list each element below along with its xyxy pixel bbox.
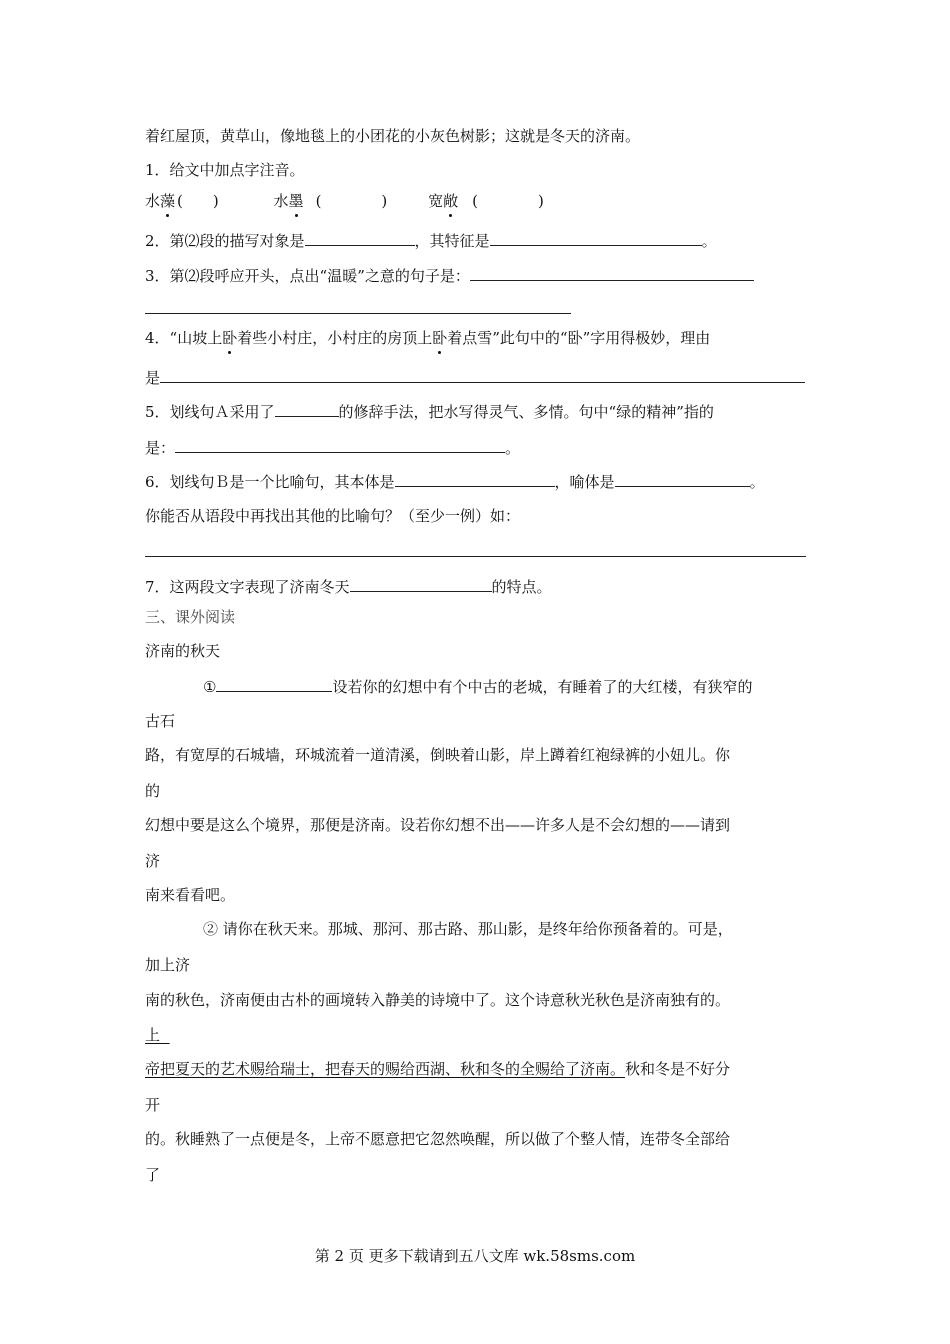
answer-blank[interactable] [160,366,805,383]
paragraph-2: ② 请你在秋天来。那城、那河、那古路、那山影，是终年给你预备着的。可是， [203,920,733,938]
answer-blank[interactable] [305,229,415,246]
question-5-answer: 是： 。 [145,436,520,458]
question-6: 6．划线句Ｂ是一个比喻句，其本体是 ，喻体是 。 [145,470,765,492]
text-line: 着红屋顶，黄草山，像地毯上的小团花的小灰色树影；这就是冬天的济南。 [145,127,641,145]
answer-blank[interactable] [275,400,339,417]
paragraph-text: 路，有宽厚的石城墙，环城流着一道清溪，倒映着山影，岸上蹲着红袍绿裤的小妞儿。你 [145,746,731,764]
paragraph-text: 南来看看吧。 [145,886,236,904]
answer-blank[interactable] [490,229,702,246]
question-1: 1．给文中加点字注音。 [145,161,305,179]
underlined-sentence: 上 [145,1026,161,1044]
item-c: 宽敞 [428,192,459,210]
question-3: 3．第⑵段呼应开头，点出“温暖”之意的句子是： [145,264,754,286]
answer-blank[interactable] [615,470,750,487]
paragraph-text: 的。秋睡熟了一点便是冬，上帝不愿意把它忽然唤醒，所以做了个整人情，连带冬全部给 [145,1130,731,1148]
answer-paren-b: ( ) [315,192,388,210]
paragraph-1: ① 设若你的幻想中有个中古的老城，有睡着了的大红楼，有狭窄的 [203,675,752,697]
item-a: 水藻 [145,192,176,210]
answer-paren-c: ( ) [472,192,544,210]
paragraph-text [145,1025,170,1045]
item-b: 水墨 [273,192,304,210]
answer-blank[interactable] [470,264,754,281]
paragraph-text: 古石 [145,712,176,730]
answer-blank[interactable] [350,575,492,592]
answer-blank[interactable] [395,470,555,487]
question-6-extra: 你能否从语段中再找出其他的比喻句？（至少一例）如： [145,507,521,525]
paragraph-text: 南的秋色，济南便由古朴的画境转入静美的诗境中了。这个诗意秋光秋色是济南独有的。 [145,991,731,1009]
paragraph-text: 帝把夏天的艺术赐给瑞士，把春天的赐给西湖、秋和冬的全赐给了济南。秋和冬是不好分 [145,1060,731,1078]
answer-blank[interactable] [175,436,505,453]
answer-blank[interactable] [216,675,332,692]
page-footer: 第 2 页 更多下载请到五八文库 wk.58sms.com [314,1247,636,1265]
question-4: 4．“山坡上卧着些小村庄，小村庄的房顶上卧着点雪”此句中的“卧”字用得极妙，理由 [145,329,711,347]
answer-paren-a: ( ) [177,192,219,210]
question-4-answer: 是 [145,366,805,388]
answer-rule[interactable] [145,556,806,557]
question-1-items [145,191,544,211]
answer-rule[interactable] [145,313,571,314]
question-7: 7．这两段文字表现了济南冬天 的特点。 [145,575,552,597]
paragraph-text: 济 [145,852,161,870]
paragraph-text: 开 [145,1096,161,1114]
paragraph-text: 加上济 [145,956,191,974]
question-5: 5．划线句Ａ采用了 的修辞手法，把水写得灵气、多情。句中“绿的精神”指的 [145,400,714,422]
paragraph-text: 了 [145,1166,161,1184]
paragraph-text: 的 [145,782,161,800]
underlined-sentence: 帝把夏天的艺术赐给瑞士，把春天的赐给西湖、秋和冬的全赐给了济南。 [145,1060,626,1078]
question-2: 2．第⑵段的描写对象是 ，其特征是 。 [145,229,717,251]
section-heading: 三、课外阅读 [145,608,236,626]
paragraph-text: 幻想中要是这么个境界，那便是济南。设若你幻想不出——许多人是不会幻想的——请到 [145,816,731,834]
article-title: 济南的秋天 [145,642,221,660]
